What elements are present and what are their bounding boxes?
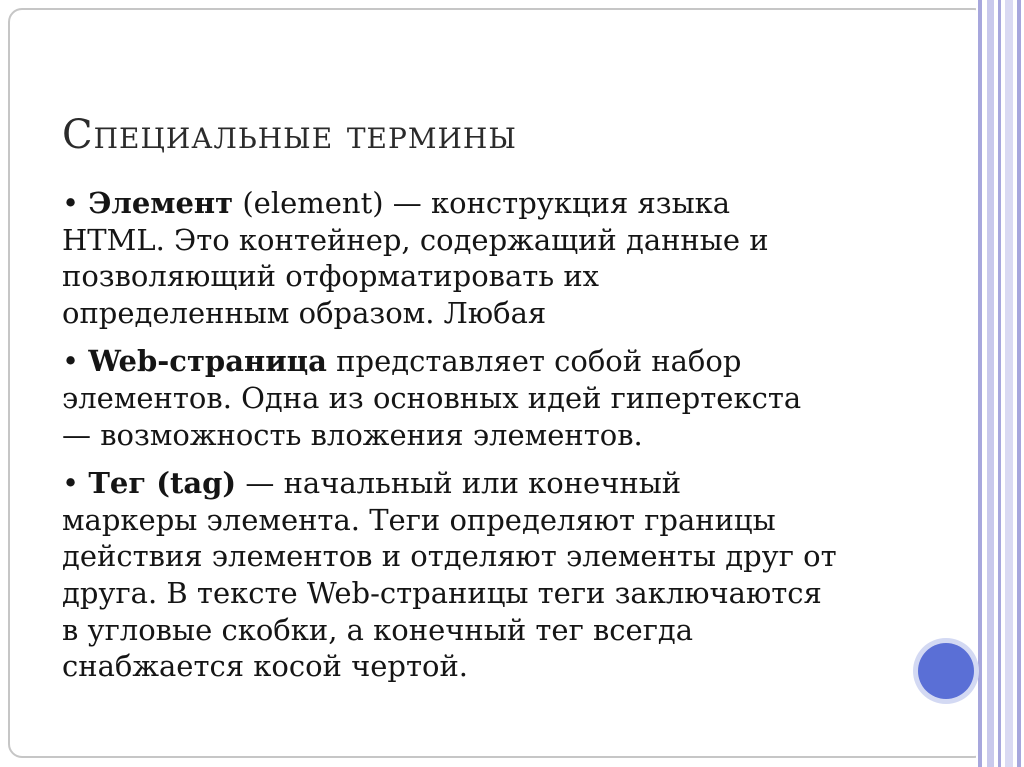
text-line: маркеры элемента. Теги определяют границы bbox=[62, 502, 776, 537]
text-line: HTML. Это контейнер, содержащий данные и bbox=[62, 222, 769, 257]
text-line bbox=[62, 185, 837, 222]
stripe bbox=[1017, 0, 1021, 767]
text-line: элементов. Одна из основных идей гипертекста bbox=[62, 380, 802, 415]
term-definition-start: — начальный или конечный bbox=[245, 466, 682, 501]
term-name: Элемент bbox=[88, 186, 234, 220]
bullet: • bbox=[62, 344, 80, 379]
text-line: в угловые скобки, а конечный тег всегда bbox=[62, 612, 694, 647]
stripe bbox=[987, 0, 994, 767]
right-decorative-stripes bbox=[976, 0, 1024, 767]
text-line: снабжается косой чертой. bbox=[62, 649, 469, 684]
text-line: позволяющий отформатировать их bbox=[62, 259, 600, 294]
text-line bbox=[62, 465, 837, 502]
text-line: определенным образом. Любая bbox=[62, 295, 547, 330]
slide-title: Специальные термины bbox=[62, 112, 517, 158]
bullet: • bbox=[62, 466, 80, 501]
text-line: — возможность вложения элементов. bbox=[62, 417, 643, 452]
term-name: Тег (tag) bbox=[88, 466, 237, 501]
term-paragraph-element bbox=[62, 185, 837, 331]
term-paragraph-web-page bbox=[62, 343, 837, 453]
decorative-circle-inner bbox=[918, 643, 974, 699]
term-definition-start: представляет собой набор bbox=[336, 344, 742, 379]
slide-body bbox=[62, 185, 837, 685]
text-line bbox=[62, 343, 837, 380]
term-definition-start: (element) — конструкция языка bbox=[242, 186, 731, 220]
text-line: друга. В тексте Web-страницы теги заключаются bbox=[62, 575, 822, 610]
stripe bbox=[978, 0, 982, 767]
decorative-circle bbox=[913, 638, 979, 704]
bullet: • bbox=[62, 186, 80, 220]
text-line: действия элементов и отделяют элементы друг от bbox=[62, 539, 837, 574]
term-paragraph-tag bbox=[62, 465, 837, 685]
term-name: Web-страница bbox=[88, 344, 327, 379]
stripe bbox=[998, 0, 1001, 767]
stripe bbox=[1005, 0, 1013, 767]
